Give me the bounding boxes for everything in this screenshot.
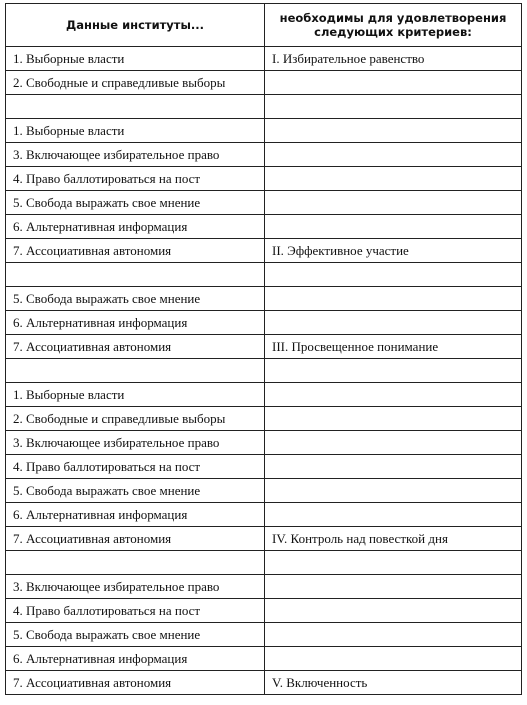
institution-cell: 2. Свободные и справедливые выборы [6, 71, 265, 95]
criterion-cell [265, 95, 522, 119]
criterion-cell [265, 575, 522, 599]
criterion-cell [265, 407, 522, 431]
institution-cell: 1. Выборные власти [6, 119, 265, 143]
table-row [6, 431, 522, 455]
criterion-cell [265, 551, 522, 575]
table-row [6, 71, 522, 95]
criterion-cell: I. Избирательное равенство [265, 47, 522, 71]
criterion-cell [265, 479, 522, 503]
table-row [6, 359, 522, 383]
table-row [6, 479, 522, 503]
table-row [6, 95, 522, 119]
table-row [6, 455, 522, 479]
criterion-cell [265, 455, 522, 479]
institution-cell: 4. Право баллотироваться на пост [6, 167, 265, 191]
institution-cell: 7. Ассоциативная автономия [6, 239, 265, 263]
criterion-cell: III. Просвещенное понимание [265, 335, 522, 359]
institution-cell: 4. Право баллотироваться на пост [6, 599, 265, 623]
table-row [6, 311, 522, 335]
institution-cell [6, 359, 265, 383]
criterion-cell [265, 167, 522, 191]
table-row [6, 143, 522, 167]
criterion-cell [265, 287, 522, 311]
institution-cell [6, 95, 265, 119]
criterion-cell: IV. Контроль над повесткой дня [265, 527, 522, 551]
institution-cell: 6. Альтернативная информация [6, 647, 265, 671]
criterion-cell [265, 599, 522, 623]
header-criteria: необходимы для удовлетворения следующих критериев: [265, 4, 522, 47]
table-row [6, 503, 522, 527]
table-row [6, 623, 522, 647]
institution-cell: 3. Включающее избирательное право [6, 575, 265, 599]
table-row [6, 263, 522, 287]
table-row [6, 47, 522, 71]
institution-cell: 5. Свобода выражать свое мнение [6, 287, 265, 311]
institution-cell: 5. Свобода выражать свое мнение [6, 623, 265, 647]
institution-cell: 5. Свобода выражать свое мнение [6, 191, 265, 215]
criterion-cell [265, 119, 522, 143]
criterion-cell: V. Включенность [265, 671, 522, 695]
criterion-cell [265, 191, 522, 215]
institution-cell: 5. Свобода выражать свое мнение [6, 479, 265, 503]
criterion-cell [265, 431, 522, 455]
table-row [6, 383, 522, 407]
criterion-cell [265, 383, 522, 407]
table-row [6, 191, 522, 215]
table-row [6, 599, 522, 623]
institution-cell [6, 551, 265, 575]
criterion-cell [265, 359, 522, 383]
table-row [6, 575, 522, 599]
criterion-cell: II. Эффективное участие [265, 239, 522, 263]
criterion-cell [265, 311, 522, 335]
criterion-cell [265, 263, 522, 287]
document-page [5, 3, 521, 695]
table-row [6, 167, 522, 191]
institution-cell: 2. Свободные и справедливые выборы [6, 407, 265, 431]
criterion-cell [265, 647, 522, 671]
criterion-cell [265, 143, 522, 167]
institution-cell: 1. Выборные власти [6, 47, 265, 71]
header-institutions: Данные институты... [6, 4, 265, 47]
institution-cell: 6. Альтернативная информация [6, 215, 265, 239]
table-row [6, 239, 522, 263]
table-header-row [6, 4, 522, 47]
criterion-cell [265, 71, 522, 95]
criterion-cell [265, 215, 522, 239]
institutions-criteria-table [5, 3, 522, 695]
institution-cell: 1. Выборные власти [6, 383, 265, 407]
table-row [6, 287, 522, 311]
institution-cell: 6. Альтернативная информация [6, 311, 265, 335]
institution-cell: 3. Включающее избирательное право [6, 431, 265, 455]
table-row [6, 551, 522, 575]
table-row [6, 407, 522, 431]
table-body [6, 47, 522, 695]
institution-cell: 3. Включающее избирательное право [6, 143, 265, 167]
table-row [6, 527, 522, 551]
institution-cell: 7. Ассоциативная автономия [6, 335, 265, 359]
institution-cell: 7. Ассоциативная автономия [6, 527, 265, 551]
criterion-cell [265, 503, 522, 527]
table-row [6, 215, 522, 239]
table-row [6, 647, 522, 671]
institution-cell: 7. Ассоциативная автономия [6, 671, 265, 695]
criterion-cell [265, 623, 522, 647]
table-row [6, 119, 522, 143]
institution-cell: 6. Альтернативная информация [6, 503, 265, 527]
institution-cell [6, 263, 265, 287]
institution-cell: 4. Право баллотироваться на пост [6, 455, 265, 479]
table-row [6, 335, 522, 359]
table-row [6, 671, 522, 695]
